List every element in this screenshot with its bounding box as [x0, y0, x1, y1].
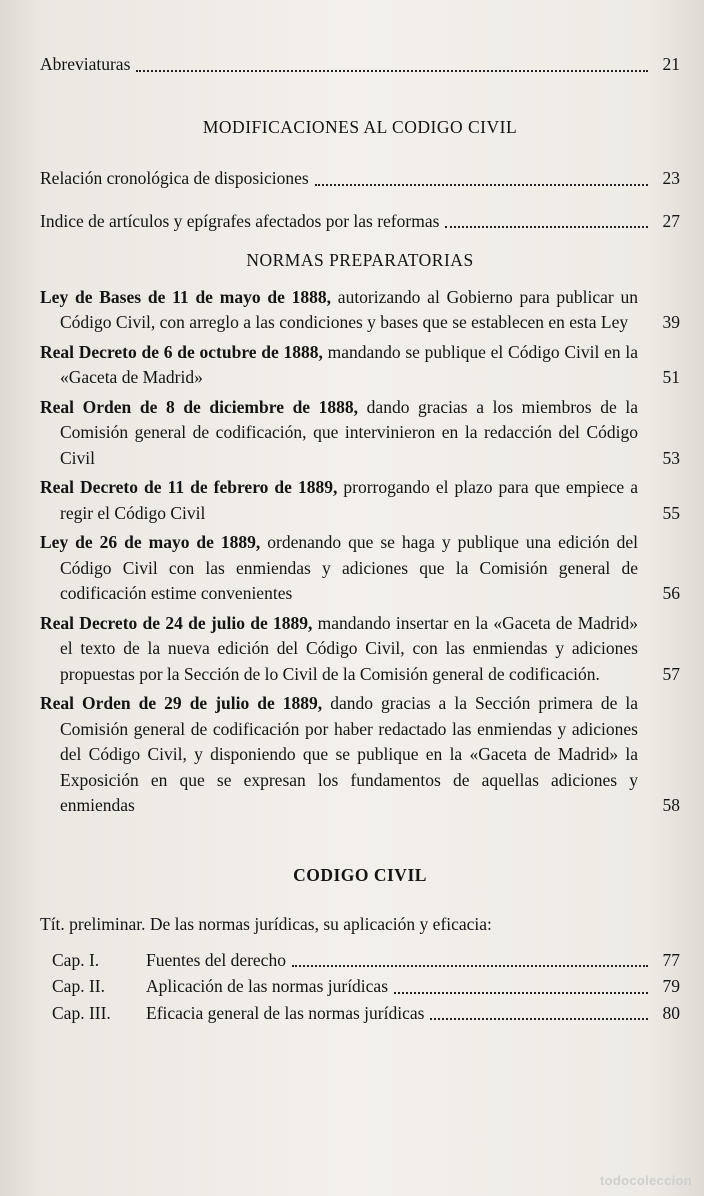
entry-lead: Ley de 26 de mayo de 1889, [40, 532, 261, 552]
page-number: 57 [662, 663, 680, 684]
toc-chapter [40, 974, 680, 1000]
table-of-contents [40, 52, 680, 1026]
entry-lead: Real Decreto de 11 de febrero de 1889, [40, 477, 338, 497]
entry-text: Abreviaturas [40, 54, 131, 74]
chapter-number: Cap. II. [52, 976, 105, 996]
toc-entry-abreviaturas [40, 52, 680, 78]
page-number: 77 [662, 949, 680, 970]
toc-chapter [40, 1001, 680, 1027]
entry-text: prorrogando el plazo para que empiece a regir el Código Civil [60, 477, 638, 523]
page-number: 53 [662, 447, 680, 468]
entry-text: dando gracias a la Sección primera de la Comisión general de codificación por haber redactado las enmiendas y adiciones del Código Civil, y disponiendo que se publique en la «Gaceta de Madrid» la Exposición en que se expresan los fundamentos de aquellas adiciones y enmiendas [60, 693, 638, 815]
page-number: 80 [662, 1002, 680, 1023]
section-heading-codigo-civil: CODIGO CIVIL [293, 864, 427, 885]
page-number: 39 [662, 312, 680, 332]
entry-text: mandando se publique el Código Civil en la «Gaceta de Madrid» [60, 341, 638, 387]
entry-lead: Real Decreto de 6 de octubre de 1888, [40, 341, 323, 362]
title-line: Tít. preliminar. De las normas jurídicas, su aplicación y eficacia: [40, 914, 492, 934]
watermark-logo: todocoleccion [599, 1173, 692, 1188]
dot-leader [292, 965, 648, 967]
section-heading-normas: NORMAS PREPARATORIAS [246, 250, 474, 270]
entry-text: Relación cronológica de disposiciones [40, 168, 309, 188]
entry-lead: Ley de Bases de 11 de mayo de 1888, [40, 286, 332, 307]
toc-entry [40, 285, 680, 336]
section-heading-modificaciones: MODIFICACIONES AL CODIGO CIVIL [202, 116, 518, 137]
toc-entry [40, 166, 680, 192]
page-number: 23 [662, 168, 680, 188]
dot-leader [136, 70, 648, 72]
entry-lead: Real Orden de 8 de diciembre de 1888, [40, 396, 359, 417]
page-number: 21 [662, 54, 680, 74]
page-number: 51 [662, 367, 680, 387]
dot-leader [430, 1018, 648, 1020]
chapter-title: Eficacia general de las normas jurídicas [146, 1002, 425, 1023]
page-number: 27 [662, 210, 680, 231]
entry-text: autorizando al Gobierno para publicar un Código Civil, con arreglo a las condiciones y bases que se establecen en esta Ley [60, 286, 638, 332]
dot-leader [315, 184, 648, 186]
toc-entry [40, 475, 680, 526]
page-number: 79 [662, 976, 680, 996]
toc-entry [40, 530, 680, 607]
chapter-number: Cap. I. [52, 949, 100, 970]
toc-entry [40, 691, 680, 819]
entry-text: Indice de artículos y epígrafes afectados por las reformas [40, 210, 440, 231]
entry-lead: Real Orden de 29 de julio de 1889, [40, 693, 323, 713]
chapter-title: Fuentes del derecho [146, 949, 286, 970]
chapter-number: Cap. III. [52, 1002, 111, 1023]
toc-entry [40, 611, 680, 688]
toc-entry [40, 209, 680, 235]
page-number: 55 [662, 502, 680, 523]
entry-text: mandando insertar en la «Gaceta de Madrid» el texto de la nueva edición del Código Civil, con las enmiendas y adiciones propuestas por la Sección de lo Civil de la Comisión general de codificación. [60, 612, 638, 684]
toc-chapter [40, 948, 680, 974]
dot-leader [394, 992, 648, 994]
dot-leader [445, 226, 648, 228]
entry-text: dando gracias a los miembros de la Comisión general de codificación, que intervinieron en la redacción del Código Civil [60, 396, 638, 468]
entry-text: ordenando que se haga y publique una edición del Código Civil con las enmiendas y adiciones que la Comisión general de codificación estime convenientes [60, 532, 638, 603]
toc-entry [40, 395, 680, 472]
page-number: 56 [662, 583, 680, 603]
entry-lead: Real Decreto de 24 de julio de 1889, [40, 612, 313, 633]
toc-entry [40, 340, 680, 391]
page-number: 58 [662, 795, 680, 815]
chapter-title: Aplicación de las normas jurídicas [146, 976, 389, 996]
